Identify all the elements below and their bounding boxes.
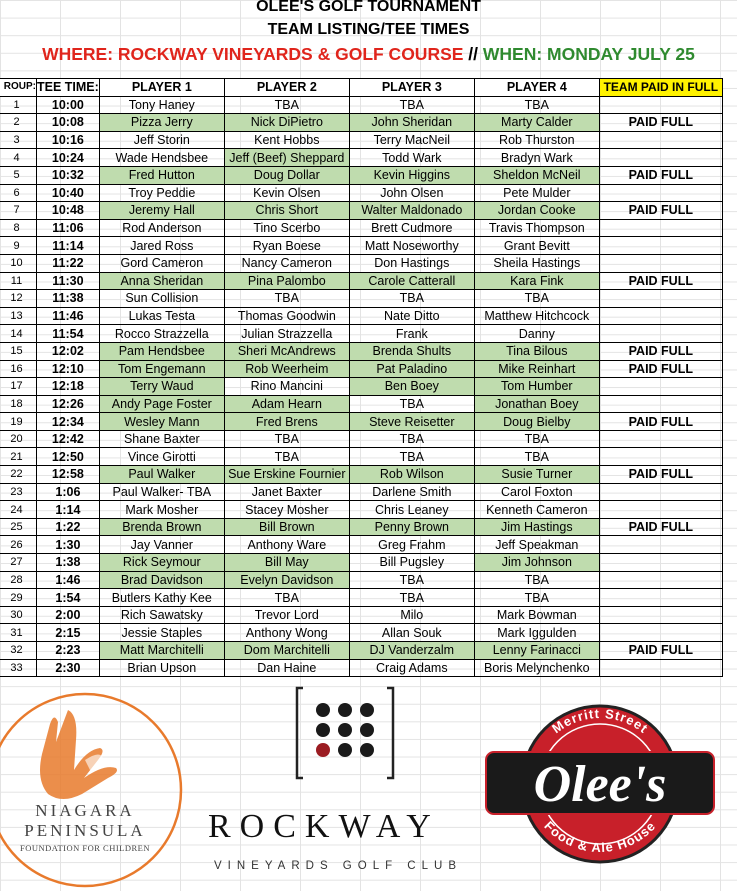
tee-time-cell: 12:42 <box>37 430 100 448</box>
player3-cell: Matt Noseworthy <box>349 237 474 255</box>
player3-cell: Allan Souk <box>349 624 474 642</box>
player2-cell: Nancy Cameron <box>224 254 349 272</box>
player1-cell: Fred Hutton <box>99 166 224 184</box>
group-number-cell: 4 <box>0 149 37 167</box>
player3-cell: Brett Cudmore <box>349 219 474 237</box>
tee-time-cell: 10:24 <box>37 149 100 167</box>
tee-time-cell: 10:08 <box>37 114 100 132</box>
player3-cell: Ben Boey <box>349 378 474 396</box>
table-row <box>0 501 722 519</box>
player2-cell: Chris Short <box>224 202 349 220</box>
tee-time-cell: 1:38 <box>37 554 100 572</box>
group-number-cell: 26 <box>0 536 37 554</box>
player3-cell: Greg Frahm <box>349 536 474 554</box>
paid-status-cell <box>599 554 722 572</box>
tee-time-cell: 10:00 <box>37 96 100 114</box>
tee-time-cell: 1:22 <box>37 518 100 536</box>
player1-cell: Rocco Strazzella <box>99 325 224 343</box>
player4-cell: Grant Bevitt <box>474 237 599 255</box>
tee-time-cell: 12:34 <box>37 413 100 431</box>
tee-time-cell: 11:06 <box>37 219 100 237</box>
player3-cell: Penny Brown <box>349 518 474 536</box>
npf-line2: PENINSULA <box>24 821 146 840</box>
player1-cell: Jeremy Hall <box>99 202 224 220</box>
table-row <box>0 237 722 255</box>
paid-status-cell <box>599 448 722 466</box>
tee-time-cell: 12:10 <box>37 360 100 378</box>
player4-cell: Marty Calder <box>474 114 599 132</box>
player3-cell: Rob Wilson <box>349 466 474 484</box>
group-number-cell: 3 <box>0 131 37 149</box>
group-number-cell: 15 <box>0 342 37 360</box>
player3-cell: TBA <box>349 290 474 308</box>
group-number-cell: 19 <box>0 413 37 431</box>
tee-time-cell: 10:40 <box>37 184 100 202</box>
player3-cell: Milo <box>349 606 474 624</box>
player4-cell: Kenneth Cameron <box>474 501 599 519</box>
paid-status-cell: PAID FULL <box>599 166 722 184</box>
player4-cell: Jonathan Boey <box>474 395 599 413</box>
tee-time-cell: 1:14 <box>37 501 100 519</box>
player2-cell: Stacey Mosher <box>224 501 349 519</box>
player4-cell: Pete Mulder <box>474 184 599 202</box>
paid-status-cell <box>599 501 722 519</box>
player2-cell: TBA <box>224 96 349 114</box>
player1-cell: Paul Walker- TBA <box>99 483 224 501</box>
tee-time-cell: 11:30 <box>37 272 100 290</box>
tee-time-cell: 12:02 <box>37 342 100 360</box>
group-number-cell: 17 <box>0 378 37 396</box>
player4-cell: Jeff Speakman <box>474 536 599 554</box>
player4-cell: TBA <box>474 430 599 448</box>
player3-column-header: PLAYER 3 <box>349 79 474 97</box>
player4-column-header: PLAYER 4 <box>474 79 599 97</box>
group-number-cell: 24 <box>0 501 37 519</box>
player1-cell: Jessie Staples <box>99 624 224 642</box>
table-row <box>0 448 722 466</box>
player1-cell: Paul Walker <box>99 466 224 484</box>
tee-time-cell: 11:46 <box>37 307 100 325</box>
group-number-cell: 29 <box>0 589 37 607</box>
group-number-cell: 25 <box>0 518 37 536</box>
table-row <box>0 554 722 572</box>
group-column-header: ROUP: <box>0 79 37 97</box>
table-row <box>0 642 722 660</box>
table-row <box>0 483 722 501</box>
player2-cell: Anthony Wong <box>224 624 349 642</box>
player3-cell: Frank <box>349 325 474 343</box>
player2-cell: TBA <box>224 589 349 607</box>
table-row <box>0 272 722 290</box>
group-number-cell: 30 <box>0 606 37 624</box>
player4-cell: TBA <box>474 96 599 114</box>
player4-cell: TBA <box>474 290 599 308</box>
paid-status-cell <box>599 325 722 343</box>
player3-cell: Nate Ditto <box>349 307 474 325</box>
player4-cell: Danny <box>474 325 599 343</box>
when-text: WHEN: MONDAY JULY 25 <box>482 44 695 64</box>
tee-time-cell: 2:15 <box>37 624 100 642</box>
table-row <box>0 413 722 431</box>
player4-cell: TBA <box>474 448 599 466</box>
player1-cell: Tom Engemann <box>99 360 224 378</box>
olees-name: Olee's <box>533 756 667 813</box>
paid-status-cell <box>599 96 722 114</box>
group-number-cell: 12 <box>0 290 37 308</box>
player2-cell: Nick DiPietro <box>224 114 349 132</box>
paid-status-cell <box>599 307 722 325</box>
player1-cell: Jeff Storin <box>99 131 224 149</box>
paid-status-cell: PAID FULL <box>599 272 722 290</box>
player3-cell: Chris Leaney <box>349 501 474 519</box>
group-number-cell: 16 <box>0 360 37 378</box>
hand-icon <box>40 710 117 799</box>
player4-cell: Lenny Farinacci <box>474 642 599 660</box>
player3-cell: Pat Paladino <box>349 360 474 378</box>
player2-cell: Doug Dollar <box>224 166 349 184</box>
tee-time-cell: 11:14 <box>37 237 100 255</box>
player1-cell: Brenda Brown <box>99 518 224 536</box>
group-number-cell: 14 <box>0 325 37 343</box>
player1-cell: Wesley Mann <box>99 413 224 431</box>
paid-status-cell <box>599 149 722 167</box>
tee-time-cell: 12:26 <box>37 395 100 413</box>
table-row <box>0 606 722 624</box>
player1-cell: Pam Hendsbee <box>99 342 224 360</box>
player4-cell: Tom Humber <box>474 378 599 396</box>
player3-cell: TBA <box>349 430 474 448</box>
player4-cell: Mark Iggulden <box>474 624 599 642</box>
tee-time-cell: 11:22 <box>37 254 100 272</box>
npf-line1: NIAGARA <box>35 801 135 820</box>
table-row <box>0 290 722 308</box>
player1-cell: Rick Seymour <box>99 554 224 572</box>
player1-cell: Tony Haney <box>99 96 224 114</box>
player1-cell: Jay Vanner <box>99 536 224 554</box>
player4-cell: TBA <box>474 589 599 607</box>
paid-status-cell: PAID FULL <box>599 518 722 536</box>
player3-cell: Carole Catterall <box>349 272 474 290</box>
table-row <box>0 219 722 237</box>
group-number-cell: 28 <box>0 571 37 589</box>
player3-cell: TBA <box>349 395 474 413</box>
paid-status-cell: PAID FULL <box>599 342 722 360</box>
player1-cell: Lukas Testa <box>99 307 224 325</box>
paid-status-cell <box>599 237 722 255</box>
player3-cell: John Olsen <box>349 184 474 202</box>
paid-status-cell <box>599 219 722 237</box>
player3-cell: Todd Wark <box>349 149 474 167</box>
tournament-subtitle: TEAM LISTING/TEE TIMES <box>267 21 470 38</box>
paid-status-cell <box>599 606 722 624</box>
player1-cell: Butlers Kathy Kee <box>99 589 224 607</box>
paid-status-cell <box>599 254 722 272</box>
player2-cell: Bill May <box>224 554 349 572</box>
player3-cell: Terry MacNeil <box>349 131 474 149</box>
player1-cell: Andy Page Foster <box>99 395 224 413</box>
player2-cell: Rino Mancini <box>224 378 349 396</box>
player1-cell: Sun Collision <box>99 290 224 308</box>
golf-dots-icon <box>316 703 374 757</box>
paid-status-cell <box>599 395 722 413</box>
table-row <box>0 325 722 343</box>
paid-status-cell: PAID FULL <box>599 360 722 378</box>
player3-cell: TBA <box>349 96 474 114</box>
player4-cell: Matthew Hitchcock <box>474 307 599 325</box>
player4-cell: Mike Reinhart <box>474 360 599 378</box>
group-number-cell: 6 <box>0 184 37 202</box>
group-number-cell: 31 <box>0 624 37 642</box>
paid-status-cell <box>599 571 722 589</box>
player1-cell: Brian Upson <box>99 659 224 677</box>
group-number-cell: 22 <box>0 466 37 484</box>
player3-cell: Darlene Smith <box>349 483 474 501</box>
table-row <box>0 430 722 448</box>
player2-cell: Rob Weerheim <box>224 360 349 378</box>
table-row <box>0 589 722 607</box>
player1-cell: Rod Anderson <box>99 219 224 237</box>
table-row <box>0 254 722 272</box>
paid-status-cell <box>599 131 722 149</box>
group-number-cell: 13 <box>0 307 37 325</box>
rockway-logo-mark <box>205 680 485 880</box>
player4-cell: Doug Bielby <box>474 413 599 431</box>
paid-status-cell: PAID FULL <box>599 114 722 132</box>
paid-status-cell <box>599 430 722 448</box>
group-number-cell: 33 <box>0 659 37 677</box>
tee-time-cell: 1:30 <box>37 536 100 554</box>
player4-cell: Susie Turner <box>474 466 599 484</box>
tee-time-cell: 1:54 <box>37 589 100 607</box>
table-row <box>0 184 722 202</box>
player2-cell: TBA <box>224 448 349 466</box>
where-when-line <box>0 42 737 66</box>
player4-cell: Tina Bilous <box>474 342 599 360</box>
player3-cell: TBA <box>349 448 474 466</box>
paid-status-cell <box>599 589 722 607</box>
player4-cell: Rob Thurston <box>474 131 599 149</box>
player3-cell: TBA <box>349 589 474 607</box>
group-number-cell: 18 <box>0 395 37 413</box>
player1-cell: Shane Baxter <box>99 430 224 448</box>
table-row <box>0 659 722 677</box>
tee-time-cell: 11:54 <box>37 325 100 343</box>
paid-status-cell <box>599 536 722 554</box>
table-header-row <box>0 79 722 97</box>
player3-cell: DJ Vanderzalm <box>349 642 474 660</box>
player4-cell: Bradyn Wark <box>474 149 599 167</box>
group-number-cell: 32 <box>0 642 37 660</box>
table-row <box>0 131 722 149</box>
tee-time-cell: 11:38 <box>37 290 100 308</box>
player2-cell: Julian Strazzella <box>224 325 349 343</box>
player3-cell: Walter Maldonado <box>349 202 474 220</box>
tee-time-cell: 12:18 <box>37 378 100 396</box>
tee-time-cell: 12:58 <box>37 466 100 484</box>
table-row <box>0 342 722 360</box>
player1-cell: Troy Peddie <box>99 184 224 202</box>
paid-status-cell <box>599 659 722 677</box>
player2-cell: Pina Palombo <box>224 272 349 290</box>
group-number-cell: 9 <box>0 237 37 255</box>
table-row <box>0 149 722 167</box>
table-row <box>0 571 722 589</box>
tee-time-cell: 10:48 <box>37 202 100 220</box>
npf-line3: FOUNDATION FOR CHILDREN <box>19 843 151 853</box>
table-row <box>0 307 722 325</box>
olees-bottom-text: Food & Ale House <box>541 818 659 856</box>
tee-time-cell: 2:00 <box>37 606 100 624</box>
player2-cell: TBA <box>224 430 349 448</box>
group-number-cell: 10 <box>0 254 37 272</box>
player2-cell: Anthony Ware <box>224 536 349 554</box>
group-number-cell: 8 <box>0 219 37 237</box>
group-number-cell: 21 <box>0 448 37 466</box>
player2-cell: Thomas Goodwin <box>224 307 349 325</box>
rockway-name: ROCKWAY <box>208 808 440 845</box>
player3-cell: Don Hastings <box>349 254 474 272</box>
where-text: WHERE: ROCKWAY VINEYARDS & GOLF COURSE <box>42 44 464 64</box>
table-row <box>0 166 722 184</box>
tee-time-cell: 1:46 <box>37 571 100 589</box>
player2-cell: Kevin Olsen <box>224 184 349 202</box>
player1-cell: Wade Hendsbee <box>99 149 224 167</box>
paid-status-cell: PAID FULL <box>599 642 722 660</box>
player1-cell: Jared Ross <box>99 237 224 255</box>
paid-status-cell <box>599 378 722 396</box>
table-row <box>0 114 722 132</box>
group-number-cell: 5 <box>0 166 37 184</box>
table-row <box>0 96 722 114</box>
table-row <box>0 536 722 554</box>
player1-cell: Rich Sawatsky <box>99 606 224 624</box>
group-number-cell: 20 <box>0 430 37 448</box>
player3-cell: Brenda Shults <box>349 342 474 360</box>
tee-time-cell: 2:23 <box>37 642 100 660</box>
player4-cell: Boris Melynchenko <box>474 659 599 677</box>
player3-cell: John Sheridan <box>349 114 474 132</box>
tee-time-cell: 2:30 <box>37 659 100 677</box>
player2-cell: Dom Marchitelli <box>224 642 349 660</box>
player4-cell: TBA <box>474 571 599 589</box>
player4-cell: Jordan Cooke <box>474 202 599 220</box>
player3-cell: Bill Pugsley <box>349 554 474 572</box>
player4-cell: Sheila Hastings <box>474 254 599 272</box>
player1-cell: Mark Mosher <box>99 501 224 519</box>
player3-cell: Kevin Higgins <box>349 166 474 184</box>
paid-status-cell: PAID FULL <box>599 202 722 220</box>
player2-cell: Jeff (Beef) Sheppard <box>224 149 349 167</box>
player2-cell: Ryan Boese <box>224 237 349 255</box>
player3-cell: Steve Reisetter <box>349 413 474 431</box>
tee-time-cell: 12:50 <box>37 448 100 466</box>
paid-status-cell: PAID FULL <box>599 466 722 484</box>
group-number-cell: 11 <box>0 272 37 290</box>
player1-cell: Vince Girotti <box>99 448 224 466</box>
paid-column-header: TEAM PAID IN FULL <box>599 79 722 97</box>
paid-status-cell: PAID FULL <box>599 413 722 431</box>
tee-time-column-header: TEE TIME: <box>37 80 99 95</box>
table-row <box>0 518 722 536</box>
player4-cell: Jim Johnson <box>474 554 599 572</box>
table-row <box>0 378 722 396</box>
player2-cell: Sheri McAndrews <box>224 342 349 360</box>
table-row <box>0 466 722 484</box>
player2-cell: Kent Hobbs <box>224 131 349 149</box>
player4-cell: Jim Hastings <box>474 518 599 536</box>
niagara-peninsula-foundation-logo <box>0 690 190 890</box>
player4-cell: Sheldon McNeil <box>474 166 599 184</box>
tee-time-cell: 1:06 <box>37 483 100 501</box>
player3-cell: TBA <box>349 571 474 589</box>
player2-cell: Bill Brown <box>224 518 349 536</box>
tournament-title: OLEE'S GOLF TOURNAMENT <box>256 0 481 15</box>
player2-cell: Sue Erskine Fournier <box>224 466 349 484</box>
tee-time-cell: 10:16 <box>37 131 100 149</box>
table-body <box>0 96 722 677</box>
tee-times-table <box>0 78 723 677</box>
table-row <box>0 360 722 378</box>
group-number-cell: 27 <box>0 554 37 572</box>
group-number-cell: 23 <box>0 483 37 501</box>
player1-column-header: PLAYER 1 <box>99 79 224 97</box>
player2-cell: Janet Baxter <box>224 483 349 501</box>
player3-cell: Craig Adams <box>349 659 474 677</box>
player2-cell: TBA <box>224 290 349 308</box>
table-row <box>0 202 722 220</box>
olees-logo <box>480 688 720 868</box>
player1-cell: Gord Cameron <box>99 254 224 272</box>
player2-cell: Dan Haine <box>224 659 349 677</box>
group-number-cell: 7 <box>0 202 37 220</box>
player4-cell: Kara Fink <box>474 272 599 290</box>
player1-cell: Brad Davidson <box>99 571 224 589</box>
paid-status-cell <box>599 290 722 308</box>
player2-column-header: PLAYER 2 <box>224 79 349 97</box>
player2-cell: Adam Hearn <box>224 395 349 413</box>
separator-text: // <box>463 44 483 64</box>
player4-cell: Travis Thompson <box>474 219 599 237</box>
player2-cell: Tino Scerbo <box>224 219 349 237</box>
player2-cell: Fred Brens <box>224 413 349 431</box>
group-number-cell: 2 <box>0 114 37 132</box>
player1-cell: Terry Waud <box>99 378 224 396</box>
player4-cell: Mark Bowman <box>474 606 599 624</box>
tee-time-cell: 10:32 <box>37 166 100 184</box>
olees-top-text: Merritt Street <box>549 705 652 737</box>
group-number-cell: 1 <box>0 96 37 114</box>
player1-cell: Pizza Jerry <box>99 114 224 132</box>
player2-cell: Evelyn Davidson <box>224 571 349 589</box>
paid-status-cell <box>599 184 722 202</box>
player1-cell: Anna Sheridan <box>99 272 224 290</box>
paid-status-cell <box>599 483 722 501</box>
table-row <box>0 624 722 642</box>
player1-cell: Matt Marchitelli <box>99 642 224 660</box>
player2-cell: Trevor Lord <box>224 606 349 624</box>
paid-status-cell <box>599 624 722 642</box>
table-row <box>0 395 722 413</box>
player4-cell: Carol Foxton <box>474 483 599 501</box>
rockway-subtitle: VINEYARDS GOLF CLUB <box>214 860 462 872</box>
